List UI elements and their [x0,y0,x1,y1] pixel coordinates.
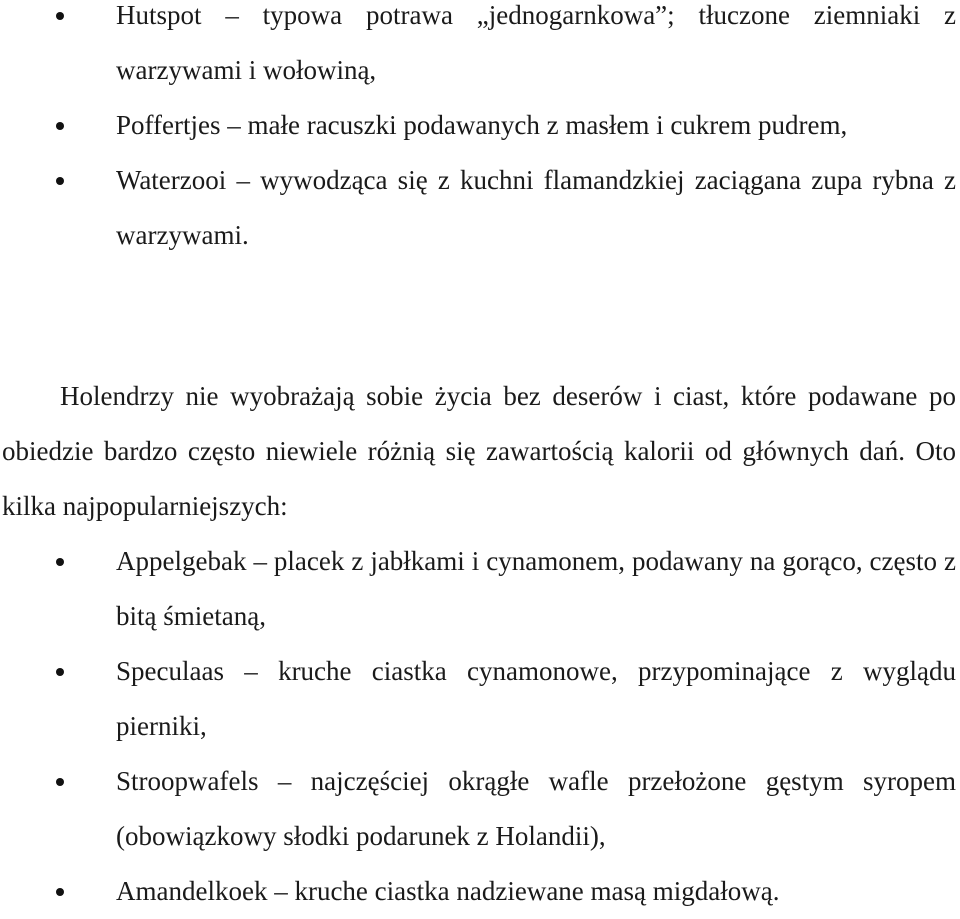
bullet-icon [56,668,64,676]
dessert-description: najczęściej okrągłe wafle przełożone gęstym syropem (obowiązkowy słodki podarunek z Holandii), [116,766,956,851]
bullet-icon [56,122,64,130]
body-paragraph: Holendrzy nie wyobrażają sobie życia bez deserów i ciast, które podawane po obiedzie bardzo często niewiele różnią się zawartością kalorii od głównych dań. Oto kilka najpopularniejszych: [2,381,956,521]
dessert-description: kruche ciastka cynamonowe, przypominające z wyglądu pierniki, [116,656,957,741]
list-item [0,644,960,754]
dish-name: Hutspot [116,0,202,30]
dish-description: typowa potrawa „jednogarnkowa”; tłuczone ziemniaki z warzywami i wołowiną, [116,0,957,85]
dash-separator: – [227,110,241,140]
dash-separator: – [274,876,288,906]
bullet-icon [56,12,64,20]
list-item [0,864,960,919]
bullet-icon [56,558,64,566]
dish-description: wywodząca się z kuchni flamandzkiej zaciągana zupa rybna z warzywami. [116,165,956,250]
list-item [0,0,960,98]
dash-separator: – [244,656,258,686]
dash-separator: – [277,766,292,796]
dessert-description: kruche ciastka nadziewane masą migdałową. [294,876,780,906]
bullet-icon [56,778,64,786]
bullet-icon [56,888,64,896]
dish-name: Poffertjes [116,110,221,140]
dash-separator: – [253,546,267,576]
dish-name: Waterzooi [116,165,227,195]
list-item [0,98,960,153]
dash-separator: – [225,0,239,30]
list-item [0,534,960,644]
dessert-description: placek z jabłkami i cynamonem, podawany na gorąco, często z bitą śmietaną, [116,546,956,631]
bullet-icon [56,177,64,185]
dishes-list [0,0,960,263]
dish-description: małe racuszki podawanych z masłem i cukrem pudrem, [247,110,848,140]
list-item [0,153,960,263]
list-item [0,754,960,864]
dessert-name: Amandelkoek [116,876,268,906]
dash-separator: – [236,165,250,195]
dessert-name: Speculaas [116,656,224,686]
dessert-name: Appelgebak [116,546,247,576]
desserts-list [0,534,960,919]
dessert-name: Stroopwafels [116,766,259,796]
